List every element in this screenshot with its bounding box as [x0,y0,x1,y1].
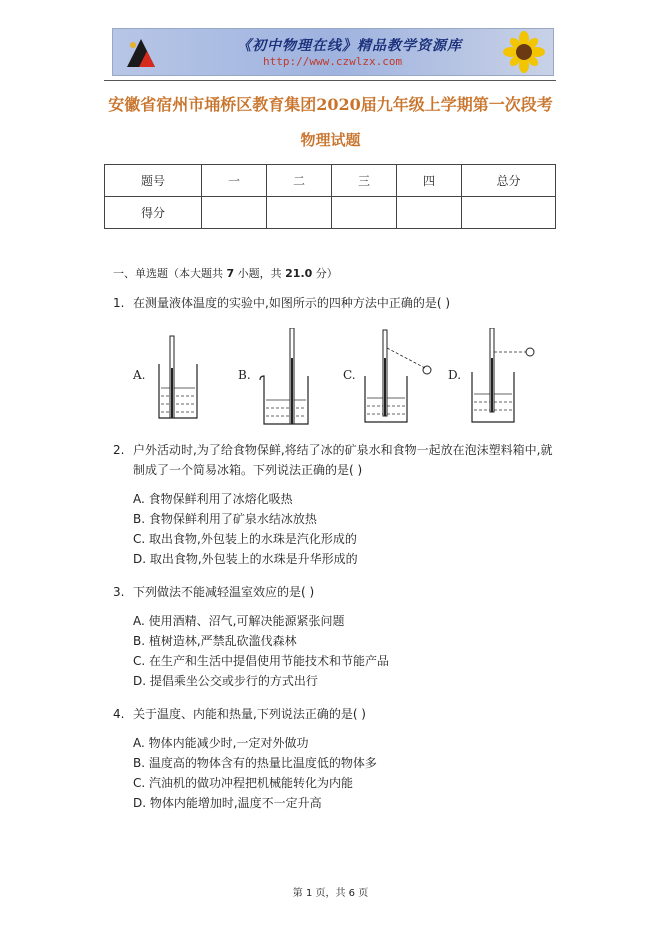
section-suffix: 分） [312,267,338,280]
option-4c[interactable]: C. 汽油机的做功冲程把机械能转化为内能 [133,776,354,790]
option-4a[interactable]: A. 物体内能减少时,一定对外做功 [133,736,309,750]
score-header-cell: 四 [397,165,462,197]
figure-label: D. [448,368,462,382]
question-stem: 在测量液体温度的实验中,如图所示的四种方法中正确的是( ) [133,296,450,310]
score-header-cell: 一 [202,165,267,197]
header-banner [112,28,554,76]
score-cell[interactable] [267,197,332,229]
option-2a[interactable]: A. 食物保鲜利用了冰熔化吸热 [133,492,293,506]
sunflower-icon [499,31,549,73]
section-count: 7 [226,267,235,280]
figure-label: C. [343,368,356,382]
section-heading [113,265,338,281]
question-number: 1. [113,296,125,310]
question-number: 2. [113,443,125,457]
score-cell[interactable] [332,197,397,229]
option-2b[interactable]: B. 食物保鲜利用了矿泉水结冰放热 [133,512,317,526]
option-3b[interactable]: B. 植树造林,严禁乱砍滥伐森林 [133,634,297,648]
option-2c[interactable]: C. 取出食物,外包装上的水珠是汽化形成的 [133,532,357,546]
section-prefix: 一、单选题（本大题共 [113,267,227,280]
score-header-cell: 总分 [462,165,556,197]
score-row-label: 得分 [105,197,202,229]
header-divider [104,80,556,81]
figure-label: A. [133,368,146,382]
option-2d[interactable]: D. 取出食物,外包装上的水珠是升华形成的 [133,552,358,566]
beaker-thermometer-d-icon [466,328,546,428]
score-cell[interactable] [202,197,267,229]
score-cell[interactable] [397,197,462,229]
score-cell[interactable] [462,197,556,229]
score-table-row [105,197,556,229]
option-3d[interactable]: D. 提倡乘坐公交或步行的方式出行 [133,674,318,688]
doc-title: 安徽省宿州市埇桥区教育集团2020届九年级上学期第一次段考 [108,95,553,114]
option-3a[interactable]: A. 使用酒精、沼气,可解决能源紧张问题 [133,614,345,628]
score-header-cell: 二 [267,165,332,197]
page-footer: 第 1 页，共 6 页 [292,888,369,899]
logo-icon [121,33,161,71]
banner-url[interactable]: http://www.czwlzx.com [263,55,403,68]
beaker-thermometer-a-icon [153,328,203,423]
question-stem: 户外活动时,为了给食物保鲜,将结了冰的矿泉水和食物一起放在泡沫塑料箱中,就制成了一个简易冰箱。下列说法正确的是( ) [133,443,553,477]
option-4b[interactable]: B. 温度高的物体含有的热量比温度低的物体多 [133,756,377,770]
question-stem: 下列做法不能减轻温室效应的是( ) [133,585,315,599]
score-header-cell: 题号 [105,165,202,197]
section-score: 21.0 [285,267,313,280]
beaker-thermometer-c-icon [359,328,439,428]
doc-subtitle: 物理试题 [300,131,361,149]
score-table-header-row [105,165,556,197]
option-4d[interactable]: D. 物体内能增加时,温度不一定升高 [133,796,322,810]
option-3c[interactable]: C. 在生产和生活中提倡使用节能技术和节能产品 [133,654,390,668]
question-stem: 关于温度、内能和热量,下列说法正确的是( ) [133,707,366,721]
score-header-cell: 三 [332,165,397,197]
banner-title: 《初中物理在线》精品教学资源库 [237,38,462,54]
question-number: 4. [113,707,125,721]
question-number: 3. [113,585,125,599]
section-mid: 小题，共 [234,267,286,280]
beaker-thermometer-b-icon [254,328,314,428]
figure-label: B. [238,368,251,382]
score-table [104,164,556,229]
